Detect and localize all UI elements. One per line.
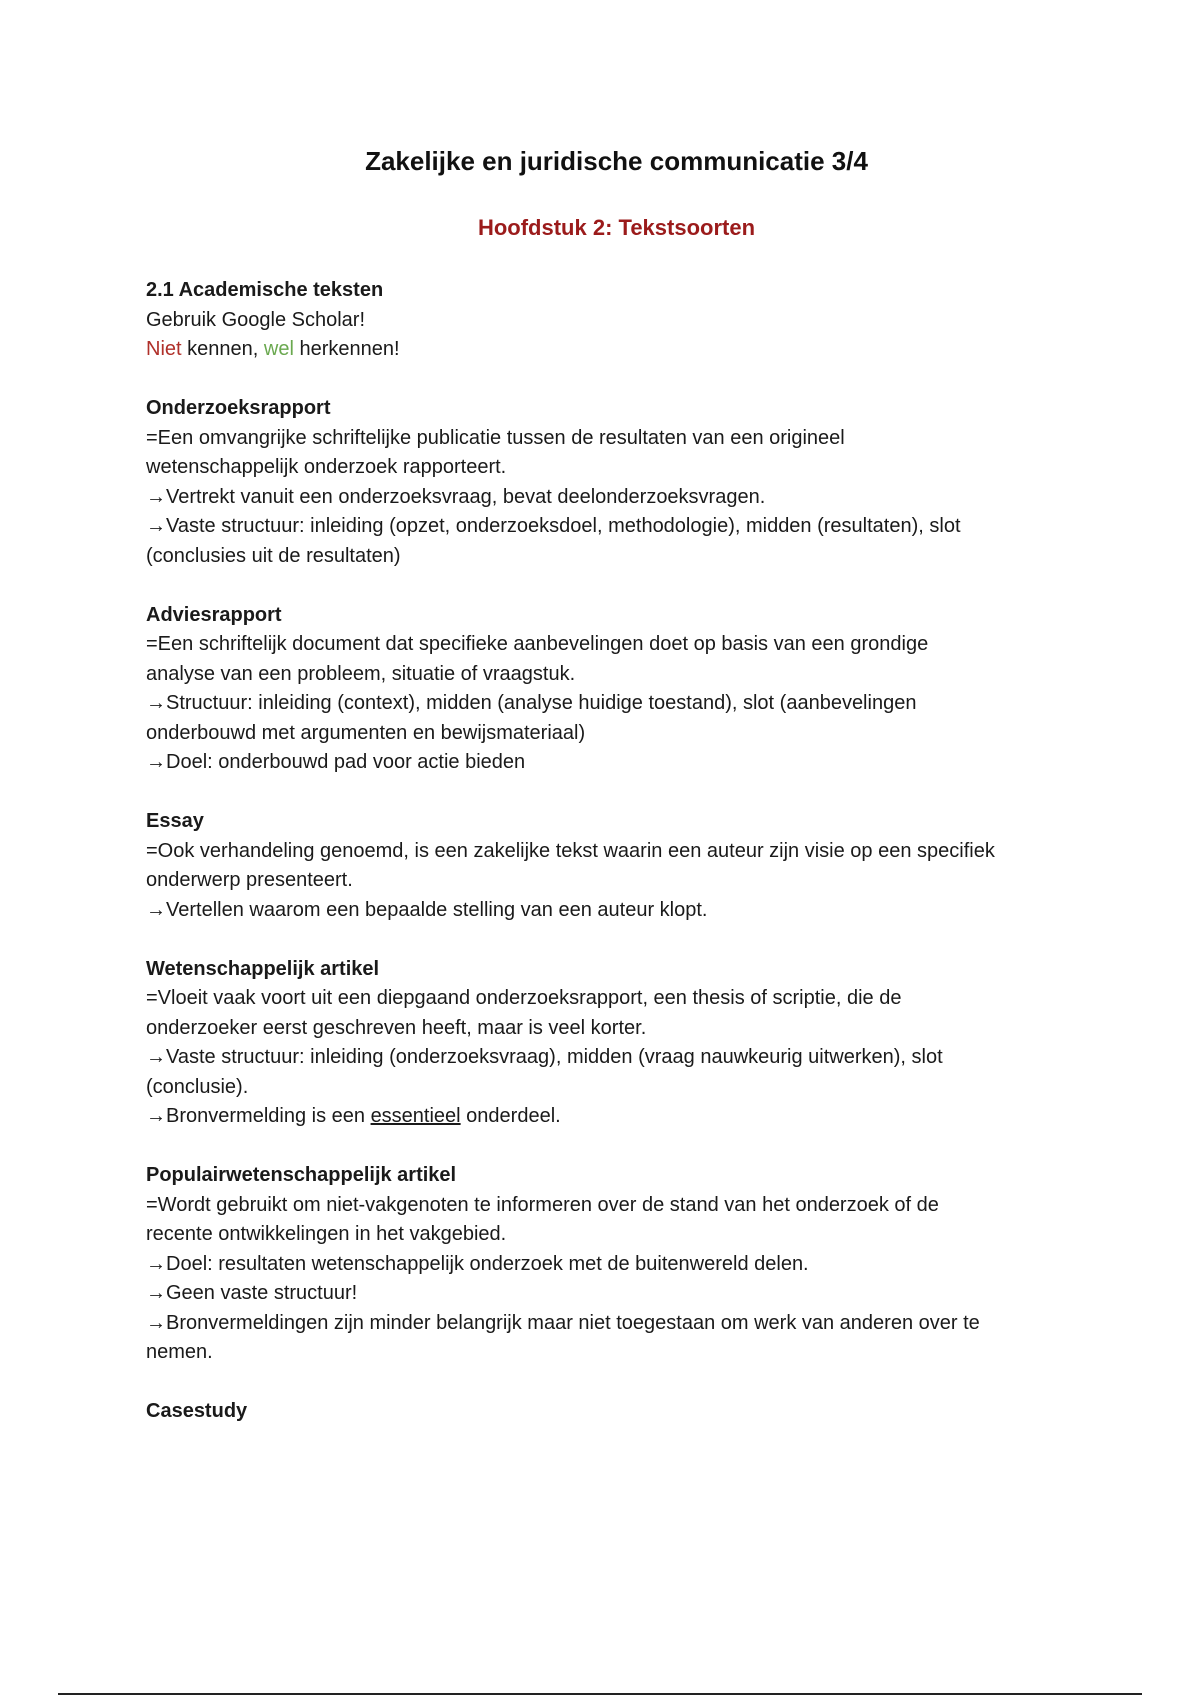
paragraph-line: onderbouwd met argumenten en bewijsmateriaal) (146, 721, 586, 744)
highlight-green-text: wel (263, 338, 294, 360)
paragraph-line: (conclusie). (146, 1075, 249, 1098)
section-heading: 2.1 Academische teksten (146, 279, 384, 301)
paragraph-line: →Doel: onderbouwd pad voor actie bieden (146, 751, 526, 773)
paragraph-line: wetenschappelijk onderzoek rapporteert. (146, 456, 507, 478)
section-casestudy (146, 1397, 1106, 1427)
paragraph-line: Gebruik Google Scholar! (146, 308, 366, 331)
paragraph-line: nemen. (146, 1341, 213, 1363)
section-essay (146, 807, 1106, 925)
paragraph-line: →Bronvermeldingen zijn minder belangrijk maar niet toegestaan om werk van anderen over te (146, 1311, 980, 1334)
highlight-red-text: Niet (146, 338, 182, 360)
chapter-title: Hoofdstuk 2: Tekstsoorten (477, 215, 756, 240)
section-academische-teksten (146, 276, 1106, 365)
paragraph-line: →Geen vaste structuur! (146, 1282, 358, 1304)
section-heading: Essay (146, 810, 204, 832)
section-heading: Wetenschappelijk artikel (146, 957, 380, 980)
inline-text: kennen, (181, 338, 264, 360)
section-adviesrapport (146, 601, 1106, 778)
paragraph-line: →Doel: resultaten wetenschappelijk onderzoek met de buitenwereld delen. (146, 1252, 809, 1275)
paragraph-line: =Vloeit vaak voort uit een diepgaand onderzoeksrapport, een thesis of scriptie, die de (146, 987, 902, 1009)
inline-text: →Bronvermelding is een (146, 1105, 371, 1127)
paragraph-line: →Vertellen waarom een bepaalde stelling van een auteur klopt. (146, 898, 708, 921)
inline-text: herkennen! (293, 338, 400, 360)
section-onderzoeksrapport (146, 394, 1106, 571)
footer-divider (58, 1693, 1142, 1695)
paragraph-line: =Ook verhandeling genoemd, is een zakelijke tekst waarin een auteur zijn visie op een specifiek (146, 839, 995, 862)
underlined-text: essentieel (370, 1105, 461, 1127)
paragraph-line: onderzoeker eerst geschreven heeft, maar is veel korter. (146, 1016, 647, 1039)
paragraph-line: analyse van een probleem, situatie of vraagstuk. (146, 662, 576, 685)
section-heading: Populairwetenschappelijk artikel (146, 1164, 457, 1186)
section-heading: Onderzoeksrapport (146, 397, 331, 419)
section-wetenschappelijk-artikel (146, 955, 1106, 1132)
paragraph-line: (conclusies uit de resultaten) (146, 544, 401, 567)
paragraph-line: recente ontwikkelingen in het vakgebied. (146, 1223, 507, 1245)
document-title: Zakelijke en juridische communicatie 3/4 (365, 146, 868, 176)
paragraph-line: =Een omvangrijke schriftelijke publicatie tussen de resultaten van een origineel (146, 426, 845, 449)
paragraph-line: →Vertrekt vanuit een onderzoeksvraag, bevat deelonderzoeksvragen. (146, 485, 766, 508)
section-populairwetenschappelijk-artikel (146, 1161, 1106, 1368)
inline-text: onderdeel. (460, 1105, 561, 1127)
paragraph-line: =Een schriftelijk document dat specifieke aanbevelingen doet op basis van een grondige (146, 633, 929, 655)
section-heading: Casestudy (146, 1400, 248, 1422)
paragraph-line: →Vaste structuur: inleiding (opzet, onderzoeksdoel, methodologie), midden (resultaten), slot (146, 515, 961, 537)
paragraph-line: =Wordt gebruikt om niet-vakgenoten te informeren over de stand van het onderzoek of de (146, 1193, 939, 1216)
document-body (146, 276, 1106, 1456)
paragraph-line (146, 1102, 1106, 1132)
paragraph-line: →Vaste structuur: inleiding (onderzoeksvraag), midden (vraag nauwkeurig uitwerken), slot (146, 1046, 943, 1068)
paragraph-line (146, 335, 1106, 365)
paragraph-line: →Structuur: inleiding (context), midden (analyse huidige toestand), slot (aanbevelingen (146, 692, 917, 714)
section-heading: Adviesrapport (146, 603, 282, 626)
paragraph-line: onderwerp presenteert. (146, 869, 353, 891)
